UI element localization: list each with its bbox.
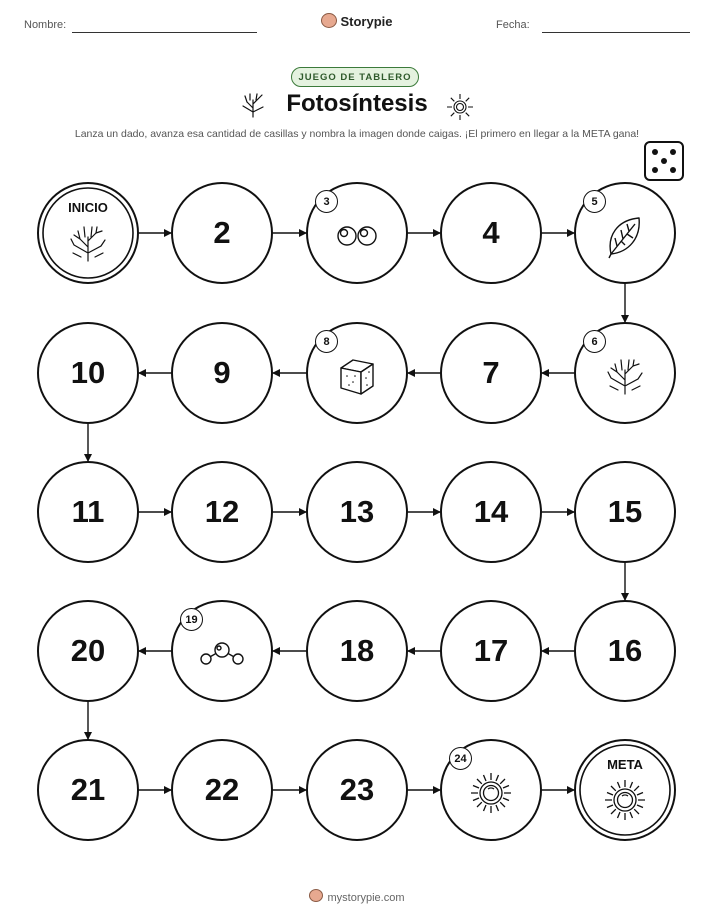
cell-number-badge: 24	[449, 747, 472, 770]
cell-number-badge: 19	[180, 608, 203, 631]
cell-number-badge: 5	[583, 190, 606, 213]
footer-url: mystorypie.com	[327, 892, 405, 904]
cell-number: 18	[339, 633, 375, 668]
cell-number: 16	[607, 633, 643, 668]
cell-number: 21	[70, 772, 106, 807]
sugar-cube-icon	[341, 360, 373, 394]
cell-number-badge: 6	[583, 330, 606, 353]
cell-number: 15	[607, 494, 643, 529]
page-title: Fotosíntesis	[286, 90, 428, 117]
cell-number: 9	[213, 355, 231, 390]
cell-number: 14	[473, 494, 509, 529]
brand-name: Storypie	[340, 14, 393, 29]
footer	[0, 889, 714, 904]
instructions: Lanza un dado, avanza esa cantidad de casillas y nombra la imagen donde caigas. ¡El primero en llegar a la META gana!	[74, 128, 640, 140]
start-label: INICIO	[68, 200, 108, 215]
cell-number: 22	[204, 772, 240, 807]
cell-number: 23	[339, 772, 375, 807]
board-cell-25	[575, 740, 675, 840]
bear-logo-icon	[309, 889, 323, 902]
cell-number-badge: 8	[315, 330, 338, 353]
cell-number: 11	[71, 494, 105, 529]
cell-number: 17	[473, 633, 509, 668]
cell-number: 12	[204, 494, 240, 529]
game-type-badge: JUEGO DE TABLERO	[291, 67, 419, 87]
cell-number: 10	[70, 355, 106, 390]
board-cell-1	[38, 183, 138, 283]
cell-number: 13	[339, 494, 375, 529]
date-label: Fecha:	[496, 19, 530, 31]
cell-number: 20	[70, 633, 106, 668]
cell-number-badge: 3	[315, 190, 338, 213]
cell-number: 7	[482, 355, 500, 390]
name-label: Nombre:	[24, 19, 67, 31]
finish-label: META	[607, 757, 643, 772]
cell-number: 2	[213, 215, 231, 250]
cell-number: 4	[482, 215, 500, 250]
